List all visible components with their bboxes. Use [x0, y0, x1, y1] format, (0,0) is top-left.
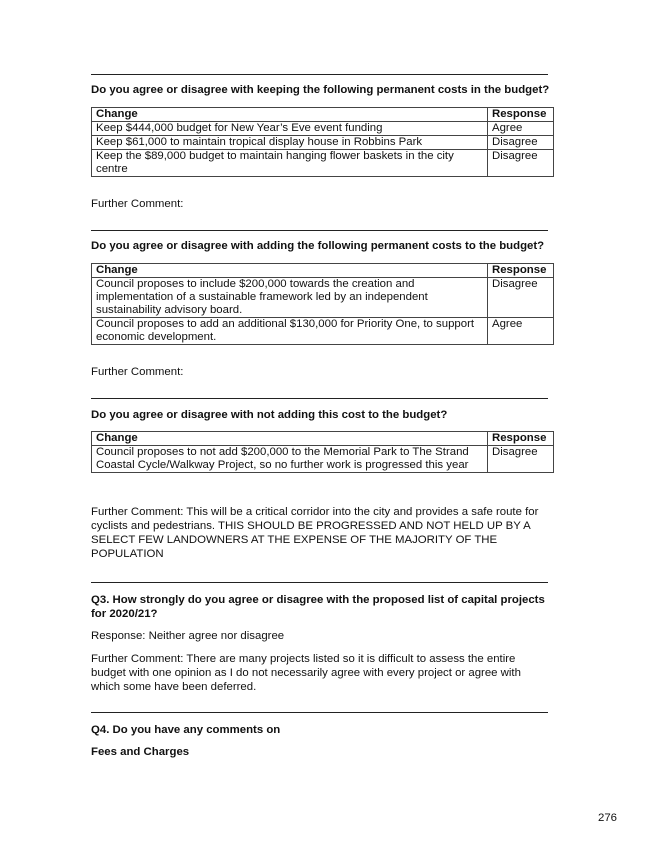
section1-question: Do you agree or disagree with keeping the following permanent costs in the budget?	[91, 84, 550, 96]
q3-response: Response: Neither agree nor disagree	[91, 630, 285, 642]
table-row	[92, 446, 554, 473]
page-number: 276	[598, 812, 618, 824]
section1-comment: Further Comment:	[91, 198, 184, 210]
q3-question: Q3. How strongly do you agree or disagree with the proposed list of capital projects for 2020/21?	[91, 594, 545, 620]
response-cell: Disagree	[488, 136, 554, 150]
table-header-row	[92, 108, 554, 122]
q4-subheading: Fees and Charges	[91, 746, 190, 758]
response-cell: Agree	[488, 318, 554, 345]
section2-question: Do you agree or disagree with adding the following permanent costs to the budget?	[91, 240, 545, 252]
table-row	[92, 278, 554, 318]
section3-table	[91, 431, 554, 473]
divider-rule	[91, 230, 548, 231]
table-row	[92, 136, 554, 150]
column-header-change: Change	[92, 264, 488, 278]
table-row	[92, 150, 554, 177]
column-header-response: Response	[488, 432, 554, 446]
column-header-response: Response	[488, 108, 554, 122]
section2-comment: Further Comment:	[91, 366, 184, 378]
divider-rule	[91, 712, 548, 713]
column-header-response: Response	[488, 264, 554, 278]
column-header-change: Change	[92, 108, 488, 122]
divider-rule	[91, 398, 548, 399]
section3-question: Do you agree or disagree with not adding this cost to the budget?	[91, 409, 448, 421]
change-cell: Council proposes to include $200,000 towards the creation and implementation of a sustainable framework led by an independent sustainability advisory board.	[92, 278, 488, 318]
change-cell: Keep $444,000 budget for New Year’s Eve event funding	[92, 122, 488, 136]
response-cell: Agree	[488, 122, 554, 136]
section3-comment: Further Comment: This will be a critical corridor into the city and provides a safe route for cyclists and pedestrians. THIS SHOULD BE PROGRESSED AND NOT HELD UP BY A SELECT FEW LANDOWNERS AT THE EXPENSE OF THE MAJORITY OF THE POPULATION	[91, 506, 539, 560]
change-cell: Keep $61,000 to maintain tropical display house in Robbins Park	[92, 136, 488, 150]
response-cell: Disagree	[488, 150, 554, 177]
divider-rule	[91, 582, 548, 583]
table-row	[92, 122, 554, 136]
response-cell: Disagree	[488, 278, 554, 318]
response-cell: Disagree	[488, 446, 554, 473]
section2-table	[91, 263, 554, 345]
table-row	[92, 318, 554, 345]
change-cell: Council proposes to not add $200,000 to the Memorial Park to The Strand Coastal Cycle/Walkway Project, so no further work is progressed this year	[92, 446, 488, 473]
q3-comment: Further Comment: There are many projects listed so it is difficult to assess the entire budget with one opinion as I do not necessarily agree with every project or agree with which some have been deferred.	[91, 653, 521, 693]
column-header-change: Change	[92, 432, 488, 446]
divider-rule	[91, 74, 548, 75]
change-cell: Council proposes to add an additional $130,000 for Priority One, to support economic development.	[92, 318, 488, 345]
section1-table	[91, 107, 554, 177]
table-header-row	[92, 432, 554, 446]
table-header-row	[92, 264, 554, 278]
q4-question: Q4. Do you have any comments on	[91, 724, 281, 736]
change-cell: Keep the $89,000 budget to maintain hanging flower baskets in the city centre	[92, 150, 488, 177]
